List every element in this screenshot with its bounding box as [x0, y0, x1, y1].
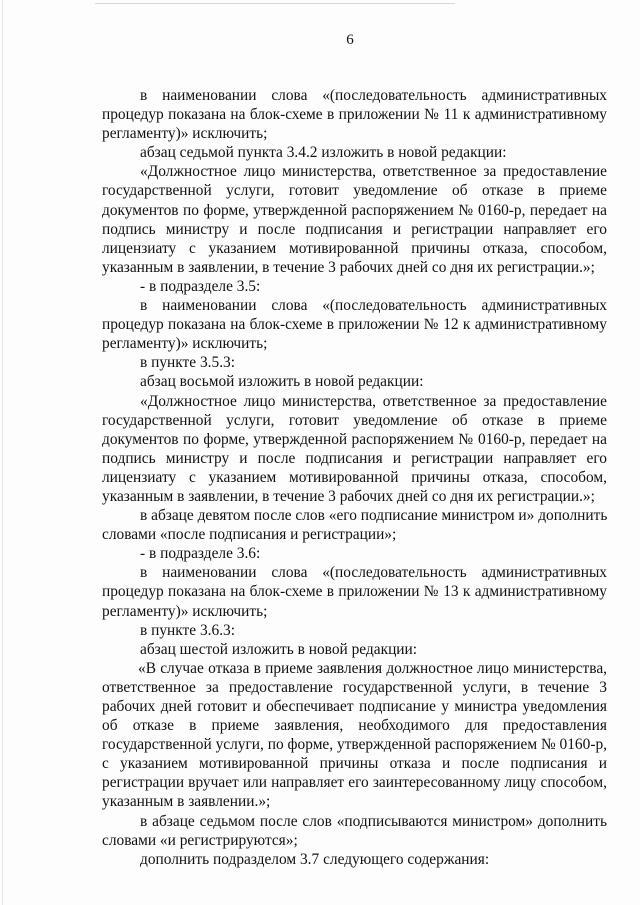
text-line: указанным в заявлении.»; — [102, 793, 271, 811]
text-line: в наименовании слова «(последовательность административных — [140, 564, 607, 582]
text-line: государственной услуги, готовит уведомление об отказе в приеме — [102, 411, 607, 429]
text-line: указанным в заявлении, в течение 3 рабочих дней со дня их регистрации.»; — [102, 487, 595, 505]
text-line: об отказе в приеме заявления, необходимого для предоставления — [102, 717, 607, 735]
text-line: в абзаце девятом после слов «его подписание министром и» дополнить — [140, 507, 608, 525]
text-line: «В случае отказа в приеме заявления должностное лицо министерства, — [138, 659, 607, 677]
text-line: словами «после подписания и регистрации»; — [102, 526, 397, 544]
text-line: ответственное за предоставление государственной услуги, в течение 3 — [102, 678, 607, 696]
text-line: документов по форме, утвержденной распоряжением № 0160-р, передает на — [102, 430, 607, 448]
text-line: документов по форме, утвержденной распоряжением № 0160-р, передает на — [102, 201, 607, 219]
text-line: процедур показана на блок-схеме в приложении № 13 к административному — [102, 583, 607, 601]
text-line: рабочих дней готовит и обеспечивает подписание у министра уведомления — [102, 698, 607, 715]
text-line: в наименовании слова «(последовательность административных — [140, 87, 607, 104]
text-line: указанным в заявлении, в течение 3 рабочих дней со дня их регистрации.»; — [102, 258, 595, 276]
text-line: государственной услуги, готовит уведомление об отказе в приеме — [102, 182, 607, 200]
page-number: 6 — [346, 32, 354, 48]
document-text-body — [102, 86, 607, 869]
text-line: в пункте 3.5.3: — [140, 354, 236, 372]
text-line: лицензиату с указанием мотивированной причины отказа, способом, — [102, 239, 607, 257]
text-line: процедур показана на блок-схеме в приложении № 11 к административному — [102, 106, 607, 124]
text-line: регламенту)» исключить; — [102, 125, 268, 143]
text-line: государственной услуги, по форме, утвержденной распоряжением № 0160-р, — [102, 736, 607, 754]
text-line: в наименовании слова «(последовательность административных — [140, 297, 607, 315]
text-line: - в подразделе 3.6: — [140, 545, 261, 563]
scan-artifact-top — [95, 3, 455, 4]
scan-artifact-left-edge — [2, 0, 3, 905]
text-line: в абзаце седьмом после слов «подписываются министром» дополнить — [140, 812, 607, 830]
text-line: процедур показана на блок-схеме в приложении № 12 к административному — [102, 316, 607, 334]
text-line: дополнить подразделом 3.7 следующего содержания: — [140, 850, 490, 868]
text-line: подпись министру и после подписания и регистрации направляет его — [102, 220, 607, 238]
text-line: - в подразделе 3.5: — [140, 277, 261, 295]
text-line: в пункте 3.6.3: — [140, 621, 236, 639]
text-line: абзац восьмой изложить в новой редакции: — [140, 373, 424, 391]
text-line: словами «и регистрируются»; — [102, 831, 298, 849]
text-line: подпись министру и после подписания и регистрации направляет его — [102, 449, 607, 467]
text-line: «Должностное лицо министерства, ответственное за предоставление — [140, 392, 607, 410]
text-line: регламенту)» исключить; — [102, 602, 268, 620]
text-line: абзац седьмой пункта 3.4.2 изложить в новой редакции: — [140, 144, 507, 162]
text-line: регистрации вручает или направляет его заинтересованному лицу способом, — [102, 774, 607, 792]
text-line: регламенту)» исключить; — [102, 335, 268, 353]
text-line: лицензиату с указанием мотивированной причины отказа, способом, — [102, 468, 607, 486]
text-line: абзац шестой изложить в новой редакции: — [140, 640, 418, 658]
text-line: с указанием мотивированной причины отказа и после подписания и — [102, 755, 607, 773]
text-line: «Должностное лицо министерства, ответственное за предоставление — [140, 163, 607, 181]
